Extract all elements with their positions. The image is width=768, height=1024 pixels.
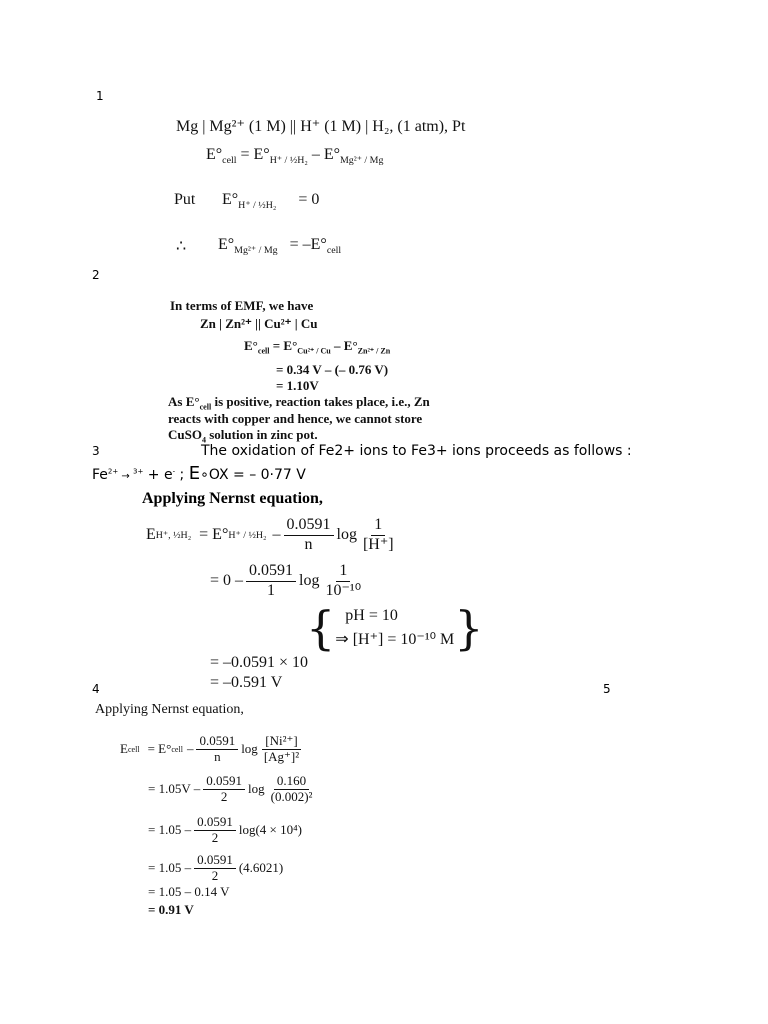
log: log — [241, 741, 258, 756]
denominator: [Ag⁺]² — [263, 748, 300, 764]
q2-equation-1 — [244, 338, 390, 356]
equals-e: = E° — [240, 146, 270, 163]
numerator: 1 — [371, 516, 385, 535]
fraction — [194, 853, 236, 884]
minus-e: – E° — [334, 338, 358, 353]
subscript: Cu²⁺ / Cu — [297, 346, 331, 356]
q5-equation-6: = 0.91 V — [148, 902, 194, 917]
fraction — [268, 774, 316, 805]
numerator: 1 — [336, 562, 350, 581]
text: solution in zinc pot. — [206, 427, 318, 442]
q2-conclusion-line-3 — [168, 427, 318, 445]
h-concentration: ⇒ [H⁺] = 10⁻¹⁰ M — [335, 631, 455, 648]
denominator: 10⁻¹⁰ — [325, 581, 362, 599]
question-number-1: 1 — [96, 89, 104, 103]
numerator: 0.0591 — [194, 815, 236, 831]
text: = 1.05 – — [148, 860, 192, 875]
question-number-2: 2 — [92, 268, 100, 282]
q1-equation-1 — [206, 146, 383, 166]
equals-e: = E° — [272, 338, 298, 353]
text: = 0 – — [210, 572, 244, 589]
subscript: cell — [171, 744, 183, 754]
fraction — [360, 516, 397, 554]
q1-put-label: Put — [174, 191, 196, 208]
q2-equation-2: = 0.34 V – (– 0.76 V) — [276, 362, 389, 377]
q1-cell-notation: Mg | Mg²⁺ (1 M) || H⁺ (1 M) | H₂, (1 atm), Pt — [176, 118, 466, 135]
q5-equation-5: = 1.05 – 0.14 V — [148, 884, 230, 899]
numerator: 0.0591 — [194, 853, 236, 869]
e-symbol: E° — [222, 191, 239, 208]
subscript: 4 — [201, 435, 206, 445]
question-number-4: 4 — [92, 682, 100, 696]
denominator: 1 — [267, 581, 276, 599]
q3-brace-note — [306, 600, 484, 656]
denominator: (0.002)² — [270, 788, 313, 804]
subscript: Mg²⁺ / Mg — [340, 155, 384, 167]
equals-e: = E° — [147, 741, 172, 756]
e-symbol: E — [146, 526, 156, 543]
text: ∘OX = – 0·77 V — [200, 467, 306, 483]
text: is positive, reaction takes place, i.e., Zn — [211, 394, 430, 409]
q3-equation-4: = –0.591 V — [210, 674, 283, 691]
denominator: 2 — [211, 829, 219, 845]
subscript: H⁺ / ½H₂ — [228, 529, 267, 541]
subscript: cell — [326, 245, 342, 257]
superscript: 3+ — [132, 467, 144, 476]
subscript: cell — [257, 346, 270, 356]
subscript: H⁺ / ½H₂ — [238, 200, 277, 212]
denominator: n — [304, 535, 313, 553]
minus: – — [186, 741, 194, 756]
brace-content — [335, 604, 454, 652]
question-number-3: 3 — [92, 444, 100, 458]
right-brace: } — [454, 601, 484, 655]
text: + e — [143, 467, 173, 483]
numerator: 0.0591 — [196, 734, 238, 750]
denominator: 2 — [211, 867, 219, 883]
subscript: cell — [199, 402, 212, 412]
numerator: 0.0591 — [203, 774, 245, 790]
q3-equation-2 — [210, 560, 367, 602]
subscript: H⁺ / ½H₂ — [269, 155, 308, 167]
superscript: 2+ — [107, 467, 119, 476]
fraction — [246, 562, 296, 600]
q5-equation-2 — [148, 770, 318, 808]
fraction — [322, 562, 364, 600]
fraction — [196, 734, 238, 765]
q5-equation-1 — [120, 729, 305, 769]
text: ; — [175, 467, 189, 483]
denominator: n — [214, 748, 221, 764]
q2-conclusion-line-1 — [168, 394, 430, 412]
equals-e: = E° — [199, 526, 229, 543]
q1-therefore: ∴ — [176, 238, 187, 255]
superscript: - — [172, 467, 176, 476]
e-symbol: E° — [206, 146, 223, 163]
q3-nernst-heading: Applying Nernst equation, — [142, 490, 323, 507]
equals-minus-e: = –E° — [289, 236, 327, 253]
q5-equation-3 — [148, 812, 302, 848]
text: As E° — [168, 394, 200, 409]
q3-reaction-line — [92, 463, 306, 484]
q1-equation-3 — [218, 236, 341, 256]
q2-conclusion-line-2: reacts with copper and hence, we cannot store — [168, 411, 423, 426]
q2-cell-notation: Zn | Zn²⁺ || Cu²⁺ | Cu — [200, 316, 318, 331]
question-number-5: 5 — [603, 682, 611, 696]
numerator: 0.0591 — [246, 562, 296, 581]
e-symbol: E° — [244, 338, 258, 353]
e-symbol: E — [120, 741, 128, 756]
fraction — [203, 774, 245, 805]
log: log — [248, 781, 265, 796]
subscript: Zn²⁺ / Zn — [357, 346, 391, 356]
text: log(4 × 10⁴) — [238, 822, 302, 837]
text: (4.6021) — [238, 860, 284, 875]
q2-equation-3: = 1.10V — [276, 378, 319, 393]
subscript: cell — [127, 744, 140, 754]
q3-statement: The oxidation of Fe2+ ions to Fe3+ ions proceeds as follows : — [201, 443, 632, 459]
denominator: [H⁺] — [362, 535, 394, 553]
q2-intro: In terms of EMF, we have — [170, 298, 314, 313]
text: CuSO — [168, 427, 202, 442]
text: Fe — [92, 467, 108, 483]
numerator: [Ni²⁺] — [262, 734, 300, 750]
left-brace: { — [306, 601, 336, 655]
fraction — [261, 734, 302, 765]
e-symbol: E — [188, 463, 201, 484]
fraction — [284, 516, 334, 554]
q3-equation-3: = –0.0591 × 10 — [210, 654, 309, 671]
subscript: cell — [222, 155, 237, 167]
arrow: → — [118, 471, 133, 482]
minus-e: – E° — [311, 146, 340, 163]
q3-equation-1 — [146, 514, 400, 556]
log: log — [299, 572, 320, 589]
text: = 1.05V – — [148, 781, 201, 796]
numerator: 0.0591 — [284, 516, 334, 535]
equals-zero: = 0 — [298, 191, 320, 208]
q5-equation-4 — [148, 850, 283, 886]
fraction — [194, 815, 236, 846]
numerator: 0.160 — [274, 774, 309, 790]
q1-equation-2 — [222, 191, 319, 211]
text: = 1.05 – — [148, 822, 192, 837]
subscript: H⁺, ½H₂ — [155, 529, 192, 541]
minus: – — [272, 526, 281, 543]
subscript: Mg²⁺ / Mg — [234, 245, 278, 257]
ph-value: pH = 10 — [345, 607, 398, 624]
denominator: 2 — [220, 788, 228, 804]
q5-nernst-heading: Applying Nernst equation, — [95, 702, 244, 717]
log: log — [336, 526, 357, 543]
e-symbol: E° — [218, 236, 235, 253]
